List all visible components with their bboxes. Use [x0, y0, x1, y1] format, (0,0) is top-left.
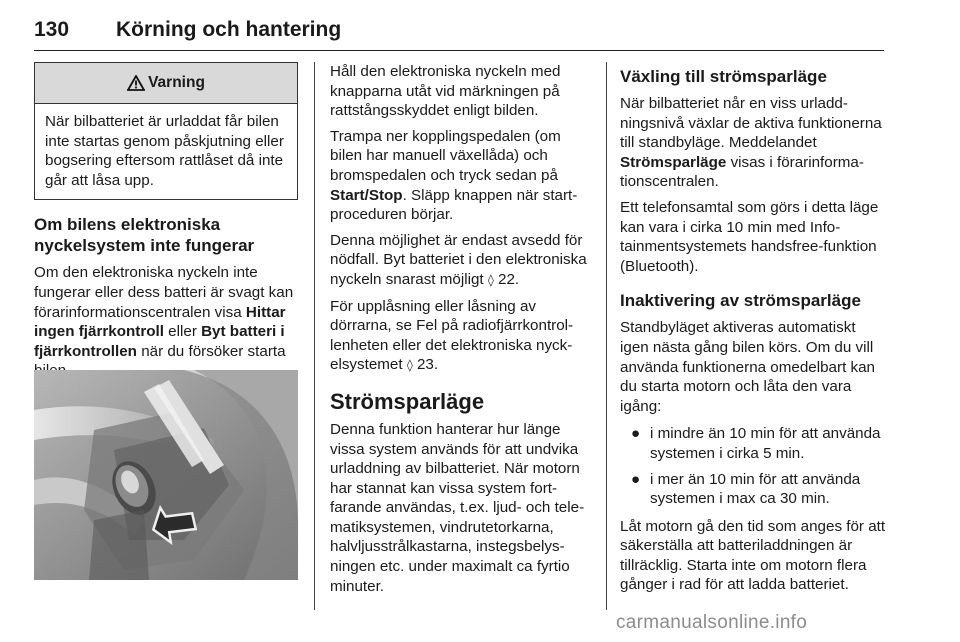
page-reference-icon: ◊ [406, 358, 413, 373]
paragraph-phone-call: Ett telefonsamtal som görs i detta läge kan vara i cirka 10 min med Infotainmentsystemets handsfree-funktion (Bluetooth). [620, 198, 879, 275]
paragraph-emergency: Denna möjlighet är endast avsedd för nödfall. Byt batteriet i den elektroniska nyckeln snarast möjligt ◊ 22. [330, 231, 587, 288]
section-heading-power-save: Strömsparläge [330, 388, 485, 414]
warning-title: Varning [148, 74, 205, 92]
column-divider-1 [314, 62, 315, 610]
column-right [620, 62, 888, 601]
column-divider-2 [606, 62, 607, 610]
page-number: 130 [34, 18, 70, 41]
paragraph-unlock: För upplåsning eller låsning av dörrarna, se Fel på radiofjärrkontrollenheten eller det elektroniska nyckelsystemet ◊ 23. [330, 297, 574, 374]
page-reference-icon: ◊ [487, 272, 494, 287]
paragraph-switch: När bilbatteriet når en viss urladdningsnivå växlar de aktiva funktionerna till standbyläge. Meddelandet Strömsparläge visas i förarinformationscentralen. [620, 95, 882, 191]
watermark-text: carmanualsonline.info [616, 612, 808, 633]
column-middle [330, 62, 592, 602]
list-item: ● i mer än 10 min för att använda systemen i max ca 30 min. [631, 470, 861, 508]
page-header [34, 14, 884, 51]
condition-list [620, 424, 888, 508]
warning-text: När bilbatteriet är urladdat får bilen inte startas genom påskjutning eller bogsering eftersom rattlåset då inte går att låsa upp. [45, 113, 284, 189]
column-left [34, 62, 298, 387]
warning-box [34, 62, 298, 200]
bullet-icon: ● [631, 425, 641, 443]
paragraph-standby: Standbyläget aktiveras automatiskt igen nästa gång bilen körs. Om du vill använda funktionerna omedelbart kan du starta motorn och låta den vara igång: [620, 319, 875, 415]
list-item: ● i mindre än 10 min för att använda systemen i cirka 5 min. [631, 425, 881, 462]
paragraph-press-start: Trampa ner kopplingspedalen (om bilen har manuell växellåda) och bromspedalen och tryck sedan på Start/Stop. Släpp knappen när startproceduren börjar. [330, 127, 578, 224]
paragraph-power-save: Denna funktion hanterar hur länge vissa system används för att undvika urladdning av bilbatteriet. När motorn har stannat kan vissa system fortfarande användas, t.ex. ljud- och telematiksystemen, vindrutetorkarna, halvljusstrålkastarna, instegsbelysningen etc. under maximalt ca fyrtio minuter. [330, 420, 585, 595]
warning-triangle-icon [127, 75, 145, 91]
section-heading-switch: Växling till strömsparläge [620, 67, 827, 86]
section-heading-deactivate: Inaktivering av strömsparläge [620, 291, 861, 311]
chapter-title: Körning och hantering [116, 18, 342, 41]
steering-column-illustration [34, 370, 298, 580]
warning-title-bar [35, 63, 297, 104]
steering-column-key-figure [34, 370, 298, 580]
paragraph-key-system: Om den elektroniska nyckeln inte fungerar eller dess batteri är svagt kan förarinformationscentralen visa Hittar ingen fjärrkontroll eller Byt batteri i fjärrkontrollen när du försöker starta [34, 264, 294, 360]
section-heading-key-system: Om bilens elektroniska nyckelsystem inte fungerar [34, 215, 255, 256]
paragraph-hold-key: Håll den elektroniska nyckeln med knapparna utåt vid märkningen på rattstångsskyddet enligt bilden. [330, 63, 561, 120]
paragraph-run-engine: Låt motorn gå den tid som anges för att säkerställa att batteriladdningen är tillräcklig. Starta inte om motorn flera gånger i rad för att ladda batteriet. [620, 517, 886, 594]
bullet-icon: ● [631, 470, 641, 488]
